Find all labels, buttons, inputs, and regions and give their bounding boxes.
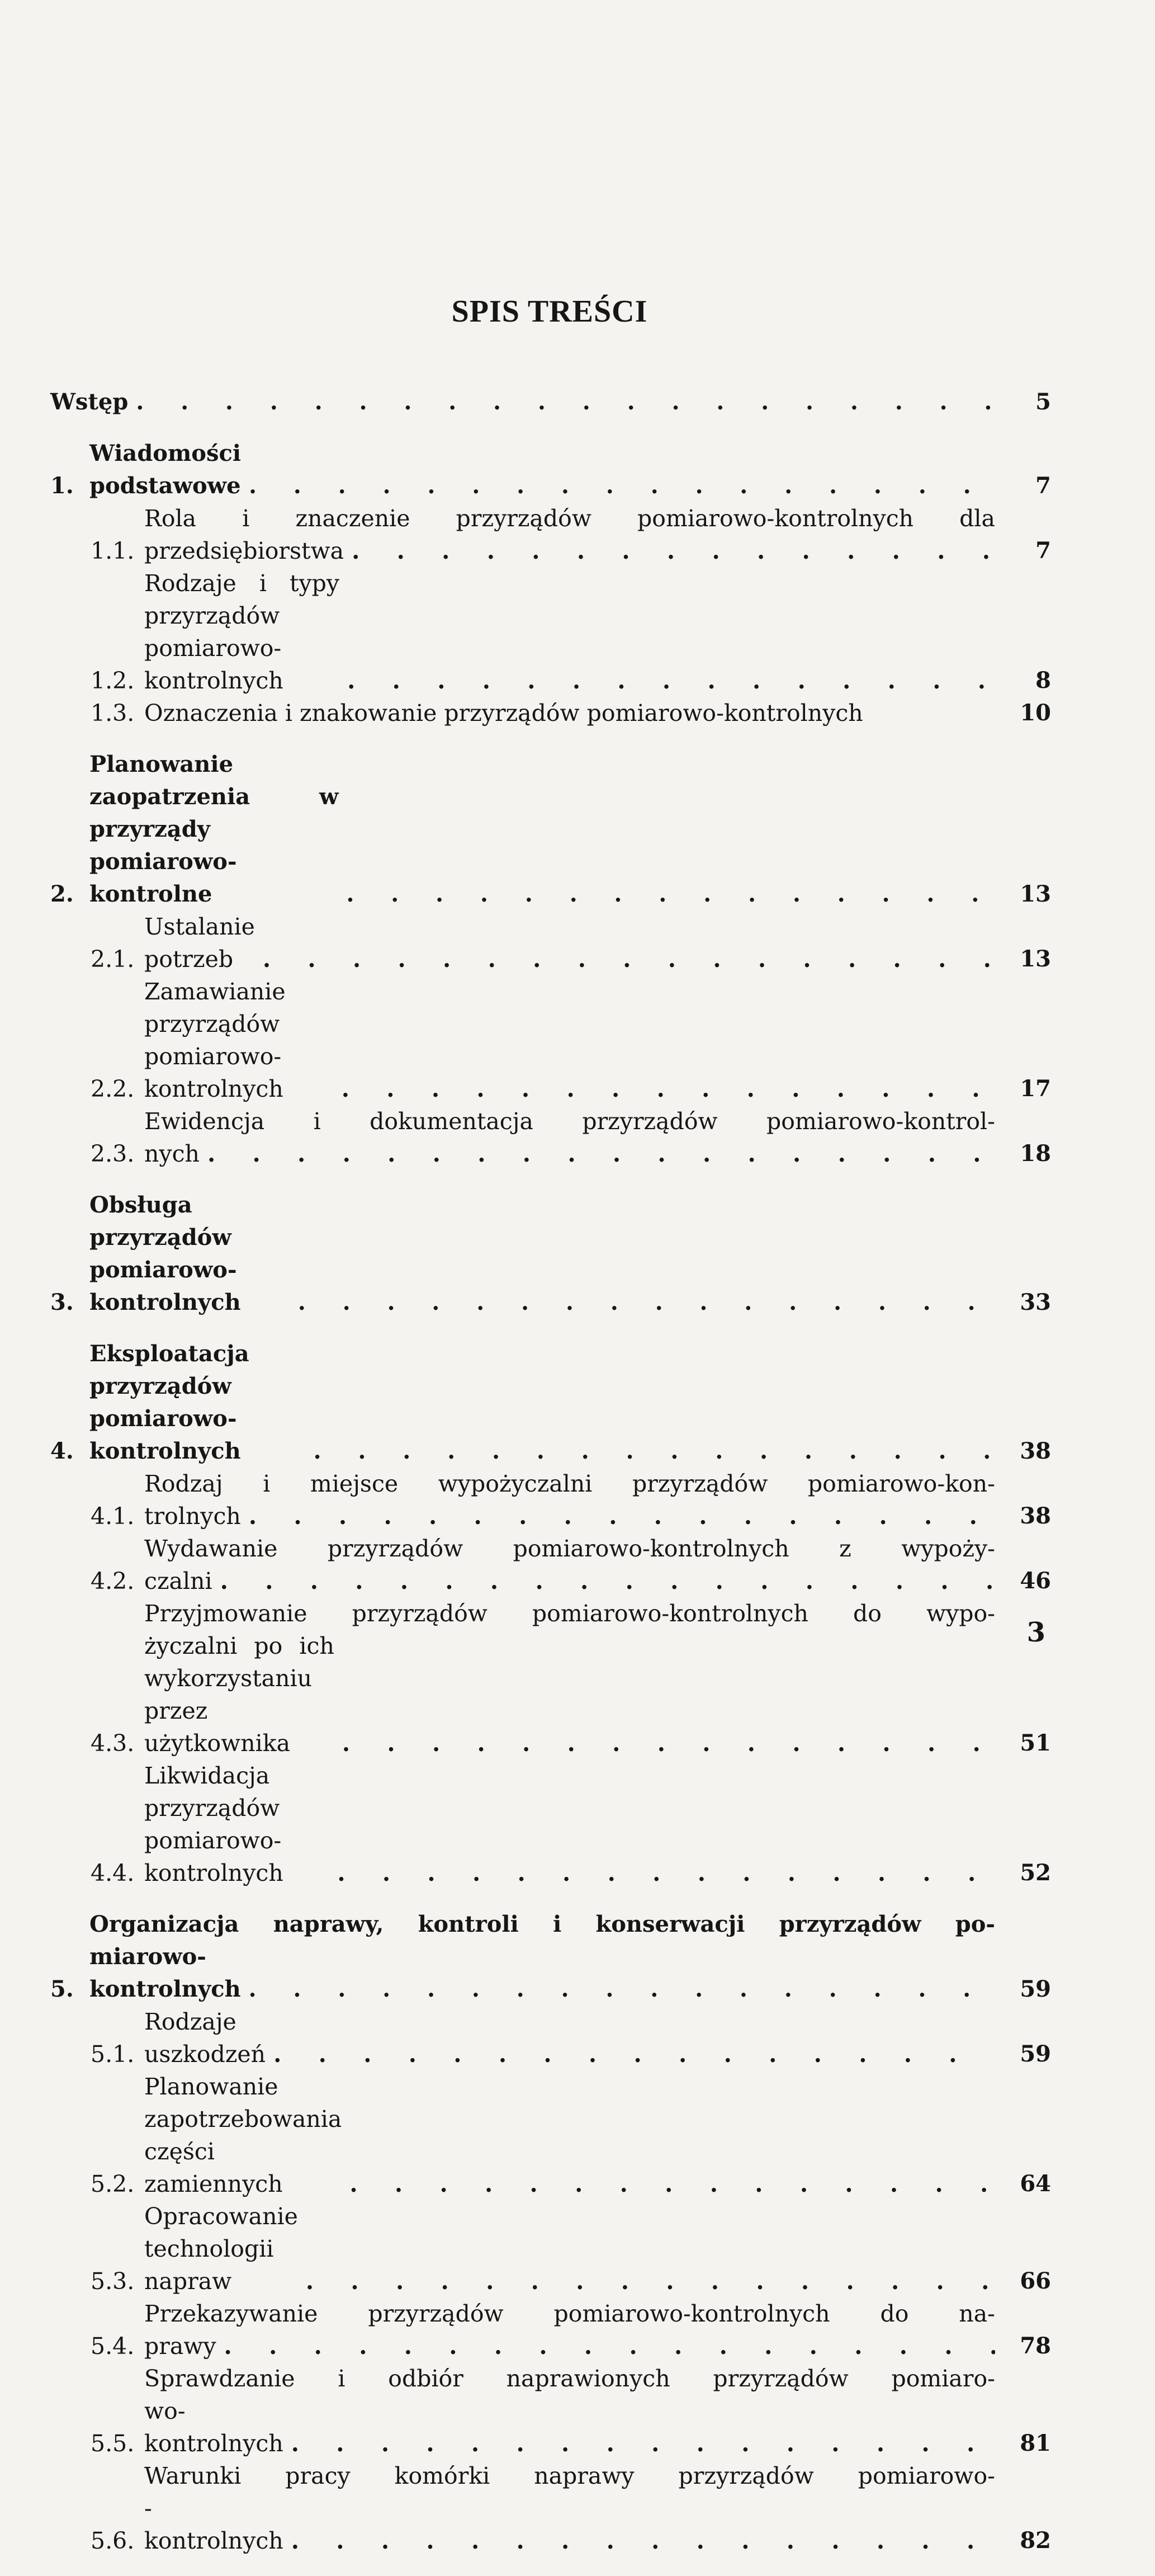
section-title-line2: trolnych bbox=[144, 1503, 241, 1530]
section-number: 4.4. bbox=[91, 1860, 135, 1886]
dot-leader bbox=[344, 535, 995, 567]
chapter-number: 2. bbox=[50, 881, 74, 907]
section-number: 1.3. bbox=[91, 700, 135, 726]
toc-section-5-6 bbox=[50, 2460, 1051, 2557]
toc-page-number: 38 bbox=[1020, 1503, 1051, 1529]
section-title-line2: nych bbox=[144, 1140, 200, 1167]
section-title-line1: Sprawdzanie i odbiór naprawionych przyrządów pomiaro- bbox=[144, 2365, 995, 2392]
section-title-line1: Warunki pracy komórki naprawy przyrządów pomiarowo- bbox=[144, 2462, 995, 2489]
dot-leader bbox=[298, 2265, 995, 2297]
section-number: 5.4. bbox=[91, 2333, 135, 2360]
dot-leader bbox=[212, 1565, 995, 1597]
toc-section-5-1 bbox=[50, 2006, 1051, 2070]
toc-page-number: 7 bbox=[1035, 537, 1051, 564]
section-title-line1: Rola i znaczenie przyrządów pomiarowo-kontrolnych dla bbox=[144, 505, 995, 532]
toc-section-5-5 bbox=[50, 2362, 1051, 2460]
toc-section-2-2 bbox=[50, 975, 1051, 1105]
section-title: Planowanie zapotrzebowania części zamiennych bbox=[144, 2073, 342, 2197]
toc-page-number: 52 bbox=[1020, 1860, 1051, 1886]
toc-page-number: 5 bbox=[1035, 389, 1051, 415]
section-title: Rodzaje i typy przyrządów pomiarowo-kontrolnych bbox=[144, 570, 340, 694]
section-number: 2.2. bbox=[91, 1075, 135, 1102]
toc-chapter-heading bbox=[50, 1338, 1051, 1468]
section-title: Oznaczenia i znakowanie przyrządów pomiarowo-kontrolnych bbox=[144, 700, 863, 726]
dot-leader bbox=[342, 2168, 995, 2200]
toc-chapter-heading bbox=[50, 1908, 1051, 2006]
toc-chapter-5 bbox=[50, 1908, 1051, 2557]
toc-page-number: 10 bbox=[1020, 700, 1051, 726]
section-title-line2: prawy bbox=[144, 2333, 216, 2360]
chapter-title: Eksploatacja przyrządów pomiarowo-kontrolnych bbox=[89, 1341, 249, 1464]
toc-section-4-1 bbox=[50, 1468, 1051, 1532]
toc-page-number: 13 bbox=[1020, 881, 1051, 907]
table-of-contents bbox=[50, 386, 1051, 2576]
toc-entry-label: Wstęp bbox=[50, 389, 129, 415]
dot-leader bbox=[241, 1500, 995, 1532]
chapter-number: 1. bbox=[50, 473, 74, 499]
dot-leader bbox=[241, 470, 995, 502]
section-number: 4.1. bbox=[91, 1503, 135, 1530]
toc-chapter-2 bbox=[50, 748, 1051, 1170]
dot-leader bbox=[339, 664, 995, 697]
section-title: Opracowanie technologii napraw bbox=[144, 2203, 298, 2295]
toc-page-number: 46 bbox=[1020, 1568, 1051, 1594]
section-title-line2: przedsiębiorstwa bbox=[144, 537, 344, 564]
dot-leader bbox=[306, 1435, 995, 1468]
section-number: 1.1. bbox=[91, 537, 135, 564]
section-title: Rodzaje uszkodzeń bbox=[144, 2008, 266, 2068]
toc-page-number: 33 bbox=[1020, 1289, 1051, 1315]
toc-section-4-4 bbox=[50, 1759, 1051, 1889]
toc-intro bbox=[50, 386, 1051, 418]
dot-leader bbox=[128, 386, 995, 418]
toc-section-5-3 bbox=[50, 2200, 1051, 2297]
section-title: Likwidacja przyrządów pomiarowo-kontrolnych bbox=[144, 1762, 283, 1886]
toc-section-5-2 bbox=[50, 2070, 1051, 2200]
toc-chapter-3 bbox=[50, 1189, 1051, 1319]
section-number: 5.3. bbox=[91, 2268, 135, 2295]
chapter-number: 4. bbox=[50, 1438, 74, 1464]
section-title-line2: czalni bbox=[144, 1568, 212, 1594]
toc-page-number: 8 bbox=[1035, 667, 1051, 693]
toc-page-number: 7 bbox=[1035, 473, 1051, 499]
dot-leader bbox=[334, 1727, 995, 1759]
dot-leader bbox=[329, 1857, 995, 1889]
section-number: 4.3. bbox=[91, 1730, 135, 1757]
section-number: 5.6. bbox=[91, 2527, 135, 2554]
page-title: SPIS TREŚCI bbox=[451, 294, 648, 329]
chapter-title-line1: Organizacja naprawy, kontroli i konserwacji przyrządów po- bbox=[89, 1911, 995, 1937]
section-title: Ustalanie potrzeb bbox=[144, 913, 255, 973]
toc-chapter-1 bbox=[50, 437, 1051, 729]
section-number: 1.2. bbox=[91, 667, 135, 694]
toc-page-number: 18 bbox=[1020, 1140, 1051, 1167]
dot-leader bbox=[338, 878, 995, 910]
section-title-line1: Ewidencja i dokumentacja przyrządów pomiarowo-kontrol- bbox=[144, 1108, 995, 1135]
toc-page-number: 59 bbox=[1020, 2041, 1051, 2067]
toc-section-4-2 bbox=[50, 1532, 1051, 1597]
chapter-title-line2: miarowo-kontrolnych bbox=[89, 1943, 241, 2002]
section-number: 2.3. bbox=[91, 1140, 135, 1167]
dot-leader bbox=[283, 2427, 995, 2460]
toc-chapter-heading bbox=[50, 437, 1051, 502]
section-number: 5.1. bbox=[91, 2041, 135, 2068]
toc-section-2-1 bbox=[50, 910, 1051, 975]
toc-page-number: 66 bbox=[1020, 2268, 1051, 2294]
dot-leader bbox=[241, 1973, 995, 2006]
toc-page-number: 38 bbox=[1020, 1438, 1051, 1464]
toc-section-1-2 bbox=[50, 567, 1051, 697]
toc-section-1-1 bbox=[50, 502, 1051, 567]
section-number: 5.5. bbox=[91, 2430, 135, 2457]
toc-section-1-3 bbox=[50, 697, 1051, 729]
dot-leader bbox=[290, 1286, 995, 1319]
dot-leader bbox=[216, 2330, 995, 2362]
chapter-title: Wiadomości podstawowe bbox=[89, 440, 242, 499]
section-number: 5.2. bbox=[91, 2171, 135, 2197]
toc-page-number: 59 bbox=[1020, 1976, 1051, 2002]
toc-page-number: 81 bbox=[1020, 2430, 1051, 2456]
section-title-line1: Przyjmowanie przyrządów pomiarowo-kontrolnych do wypo- bbox=[144, 1600, 995, 1627]
dot-leader bbox=[334, 1073, 995, 1105]
chapter-number: 5. bbox=[50, 1976, 74, 2002]
page-number: 3 bbox=[1026, 1617, 1045, 1648]
section-number: 4.2. bbox=[91, 1568, 135, 1594]
toc-chapter-4 bbox=[50, 1338, 1051, 1889]
toc-section-4-3 bbox=[50, 1597, 1051, 1759]
toc-chapter-heading bbox=[50, 748, 1051, 910]
section-title-line2: wo-kontrolnych bbox=[144, 2398, 283, 2457]
section-title-line1: Wydawanie przyrządów pomiarowo-kontrolnych z wypoży- bbox=[144, 1535, 995, 1562]
toc-section-5-4 bbox=[50, 2297, 1051, 2362]
section-title: Zamawianie przyrządów pomiarowo-kontrolnych bbox=[144, 978, 286, 1102]
toc-chapter-heading bbox=[50, 1189, 1051, 1319]
section-title-line2: -kontrolnych bbox=[144, 2495, 283, 2554]
section-title-line1: Przekazywanie przyrządów pomiarowo-kontrolnych do na- bbox=[144, 2300, 995, 2327]
chapter-number: 3. bbox=[50, 1289, 74, 1315]
toc-page-number: 51 bbox=[1020, 1730, 1051, 1756]
section-number: 2.1. bbox=[91, 946, 135, 973]
chapter-title: Planowanie zaopatrzenia w przyrządy pomiarowo-kontrolne bbox=[89, 751, 339, 907]
dot-leader bbox=[255, 943, 995, 975]
section-title-line2: życzalni po ich wykorzystaniu przez użytkownika bbox=[144, 1633, 334, 1757]
toc-section-2-3 bbox=[50, 1105, 1051, 1170]
toc-entry-intro bbox=[50, 386, 1051, 418]
toc-page-number: 78 bbox=[1020, 2333, 1051, 2359]
dot-leader bbox=[200, 1138, 995, 1170]
dot-leader bbox=[283, 2525, 995, 2557]
dot-leader bbox=[266, 2038, 995, 2070]
toc-page-number: 13 bbox=[1020, 946, 1051, 972]
section-title-line1: Rodzaj i miejsce wypożyczalni przyrządów pomiarowo-kon- bbox=[144, 1470, 995, 1497]
toc-page-number: 17 bbox=[1020, 1075, 1051, 1102]
toc-page-number: 64 bbox=[1020, 2171, 1051, 2197]
toc-page-number: 82 bbox=[1020, 2527, 1051, 2554]
chapter-title: Obsługa przyrządów pomiarowo-kontrolnych bbox=[89, 1192, 241, 1315]
